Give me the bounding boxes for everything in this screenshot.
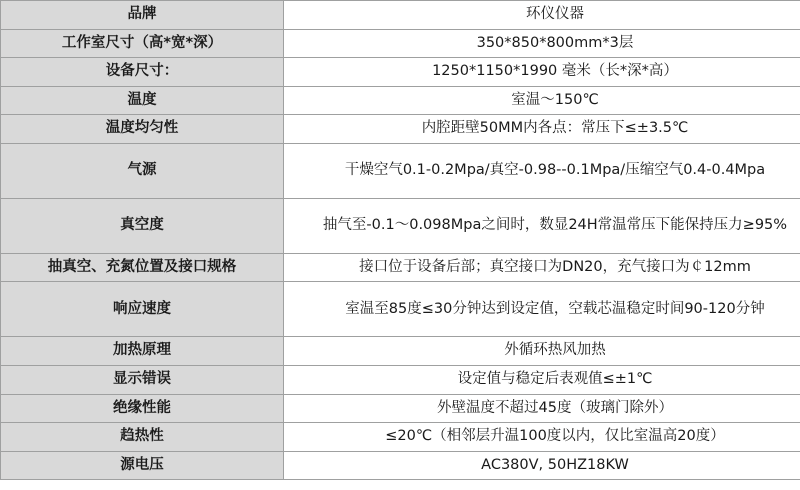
table-row — [1, 451, 800, 480]
row-label: 气源 — [1, 143, 284, 198]
row-value: 室温至85度≤30分钟达到设定值，空载芯温稳定时间90-120分钟 — [284, 282, 800, 337]
table-row — [1, 423, 800, 452]
table-row — [1, 394, 800, 423]
row-label: 品牌 — [1, 1, 284, 30]
row-value: 环仪仪器 — [284, 1, 800, 30]
table-row — [1, 337, 800, 366]
table-row — [1, 1, 800, 30]
row-value: 干燥空气0.1-0.2Mpa/真空-0.98--0.1Mpa/压缩空气0.4-0.4Mpa — [284, 143, 800, 198]
row-label: 温度 — [1, 86, 284, 115]
row-label: 绝缘性能 — [1, 394, 284, 423]
row-label: 抽真空、充氮位置及接口规格 — [1, 253, 284, 282]
row-value: 接口位于设备后部；真空接口为DN20，充气接口为￠12mm — [284, 253, 800, 282]
row-label: 真空度 — [1, 198, 284, 253]
row-label: 响应速度 — [1, 282, 284, 337]
row-label: 温度均匀性 — [1, 115, 284, 144]
row-value: 设定值与稳定后表观值≤±1℃ — [284, 365, 800, 394]
row-value: 内腔距壁50MM内各点：常压下≤±3.5℃ — [284, 115, 800, 144]
table-row — [1, 115, 800, 144]
row-value: 外循环热风加热 — [284, 337, 800, 366]
table-body — [1, 1, 800, 480]
row-value: AC380V, 50HZ18KW — [284, 451, 800, 480]
row-value: 室温～150℃ — [284, 86, 800, 115]
table-row — [1, 143, 800, 198]
row-label: 工作室尺寸（高*宽*深） — [1, 29, 284, 58]
row-value: 350*850*800mm*3层 — [284, 29, 800, 58]
row-label: 显示错误 — [1, 365, 284, 394]
table-row — [1, 198, 800, 253]
row-label: 源电压 — [1, 451, 284, 480]
table-row — [1, 86, 800, 115]
row-value: 外壁温度不超过45度（玻璃门除外） — [284, 394, 800, 423]
table-row — [1, 58, 800, 87]
row-label: 设备尺寸： — [1, 58, 284, 87]
table-row — [1, 29, 800, 58]
table-row — [1, 365, 800, 394]
row-label: 加热原理 — [1, 337, 284, 366]
table-row — [1, 253, 800, 282]
row-value: ≤20℃（相邻层升温100度以内，仅比室温高20度） — [284, 423, 800, 452]
row-value: 抽气至-0.1～0.098Mpa之间时，数显24H常温常压下能保持压力≥95% — [284, 198, 800, 253]
row-label: 趋热性 — [1, 423, 284, 452]
row-value: 1250*1150*1990 毫米（长*深*高） — [284, 58, 800, 87]
table-row — [1, 282, 800, 337]
